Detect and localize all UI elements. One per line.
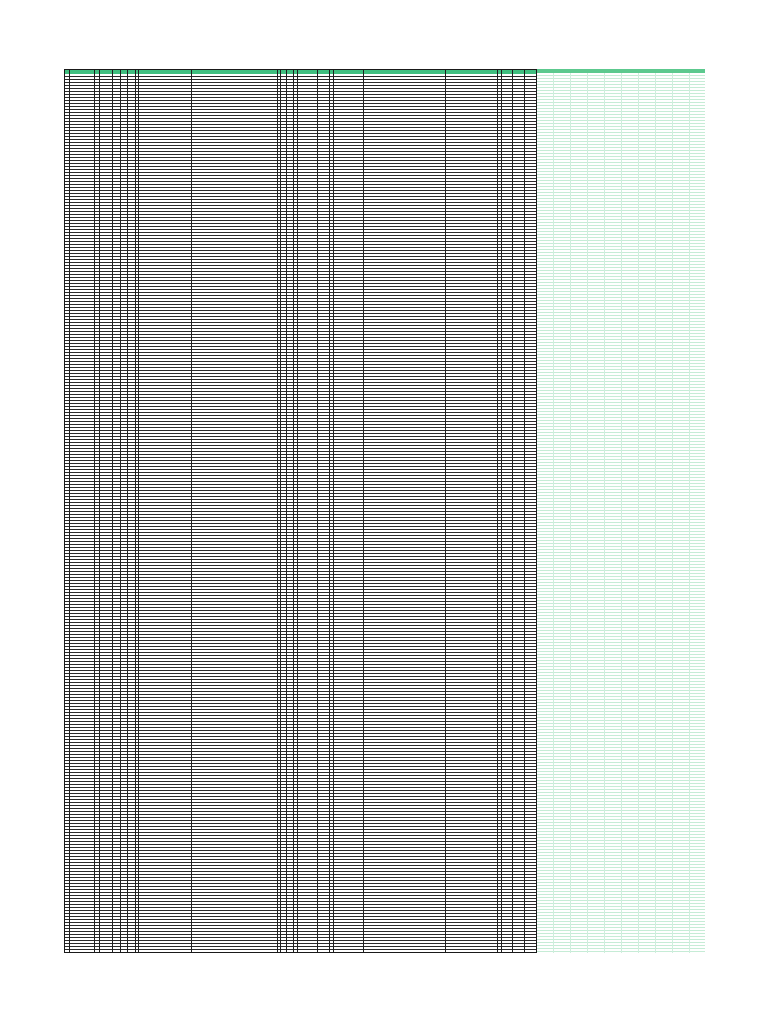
column-divider <box>293 70 294 952</box>
column-divider <box>94 70 95 952</box>
empty-grid-rows <box>537 73 705 953</box>
column-divider <box>501 70 502 952</box>
column-divider <box>297 70 298 952</box>
column-divider <box>127 70 128 952</box>
column-divider <box>445 70 446 952</box>
column-divider <box>280 70 281 952</box>
column-divider <box>112 70 113 952</box>
column-divider <box>333 70 334 952</box>
column-divider <box>363 70 364 952</box>
column-divider <box>138 70 139 952</box>
column-divider <box>512 70 513 952</box>
column-divider <box>99 70 100 952</box>
column-divider <box>317 70 318 952</box>
column-divider <box>329 70 330 952</box>
column-divider <box>69 70 70 952</box>
column-divider <box>120 70 121 952</box>
column-divider <box>497 70 498 952</box>
data-table[interactable] <box>64 69 537 953</box>
column-divider <box>191 70 192 952</box>
column-divider <box>277 70 278 952</box>
column-divider <box>135 70 136 952</box>
column-divider <box>286 70 287 952</box>
column-dividers <box>65 70 536 952</box>
empty-cell-grid[interactable] <box>537 69 705 953</box>
column-divider <box>524 70 525 952</box>
